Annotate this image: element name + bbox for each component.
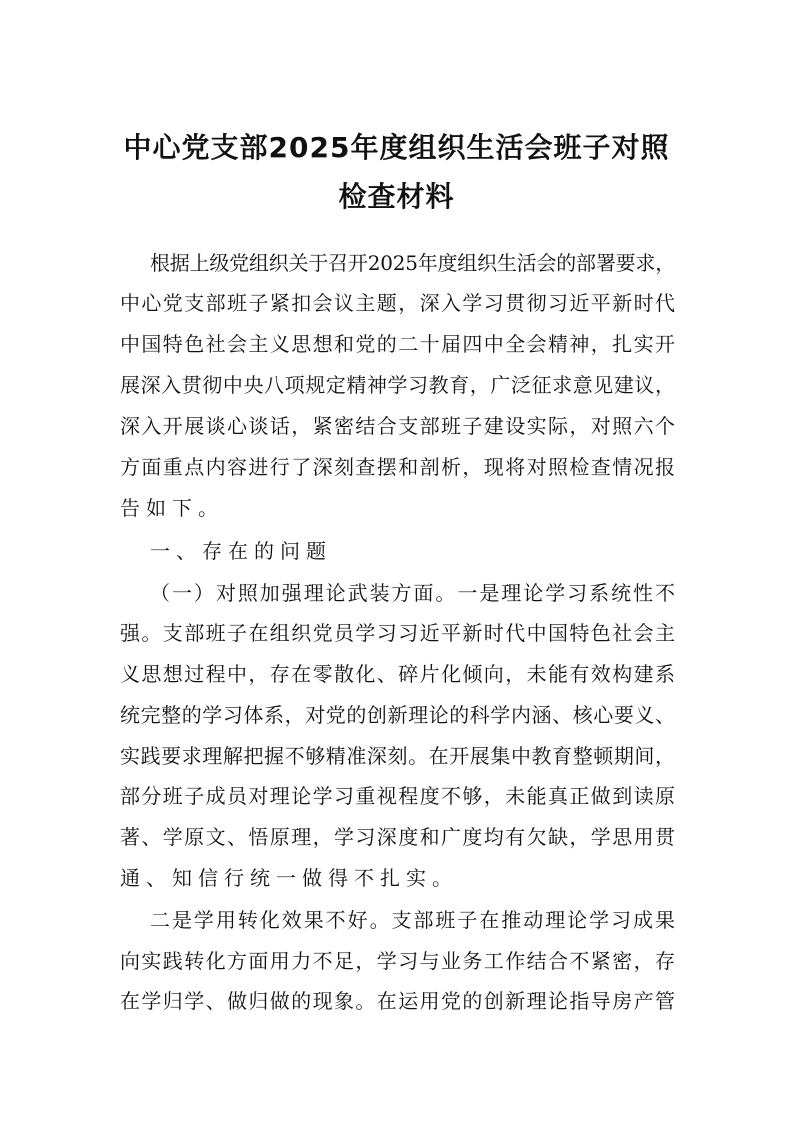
text-line: 中国特色社会主义思想和党的二十届四中全会精神，扎实开 xyxy=(120,332,675,356)
section-heading: 一、存在的问题 xyxy=(150,539,332,563)
text-line: 中心党支部班子紧扣会议主题，深入学习贯彻习近平新时代 xyxy=(120,291,675,315)
text-line: 根据上级党组织关于召开2025年度组织生活会的部署要求， xyxy=(150,251,675,275)
text-line: 向实践转化方面用力不足，学习与业务工作结合不紧密，存 xyxy=(120,949,675,973)
text-line: 二是学用转化效果不好。支部班子在推动理论学习成果 xyxy=(150,908,675,932)
text-line: 强。支部班子在组织党员学习习近平新时代中国特色社会主 xyxy=(120,621,675,645)
text-line: 方面重点内容进行了深刻查摆和剖析，现将对照检查情况报 xyxy=(120,455,675,479)
text-line: 义思想过程中，存在零散化、碎片化倾向，未能有效构建系 xyxy=(120,662,675,686)
title-line: 中心党支部2025年度组织生活会班子对照 xyxy=(123,131,670,164)
text-line: （一）对照加强理论武装方面。一是理论学习系统性不 xyxy=(150,581,675,605)
text-line: 告如下。 xyxy=(120,496,224,520)
text-line: 著、学原文、悟原理，学习深度和广度均有欠缺，学思用贯 xyxy=(120,825,675,849)
text-line: 部分班子成员对理论学习重视程度不够，未能真正做到读原 xyxy=(120,784,675,808)
text-line: 深入开展谈心谈话，紧密结合支部班子建设实际，对照六个 xyxy=(120,414,675,438)
text-line: 通、知信行统一做得不扎实。 xyxy=(120,866,458,890)
text-line: 展深入贯彻中央八项规定精神学习教育，广泛征求意见建议， xyxy=(120,373,675,397)
text-line: 在学归学、做归做的现象。在运用党的创新理论指导房产管 xyxy=(120,989,675,1013)
text-line: 实践要求理解把握不够精准深刻。在开展集中教育整顿期间， xyxy=(120,744,675,768)
text-line: 统完整的学习体系，对党的创新理论的科学内涵、核心要义、 xyxy=(120,703,675,727)
title-line: 检查材料 xyxy=(338,180,455,213)
